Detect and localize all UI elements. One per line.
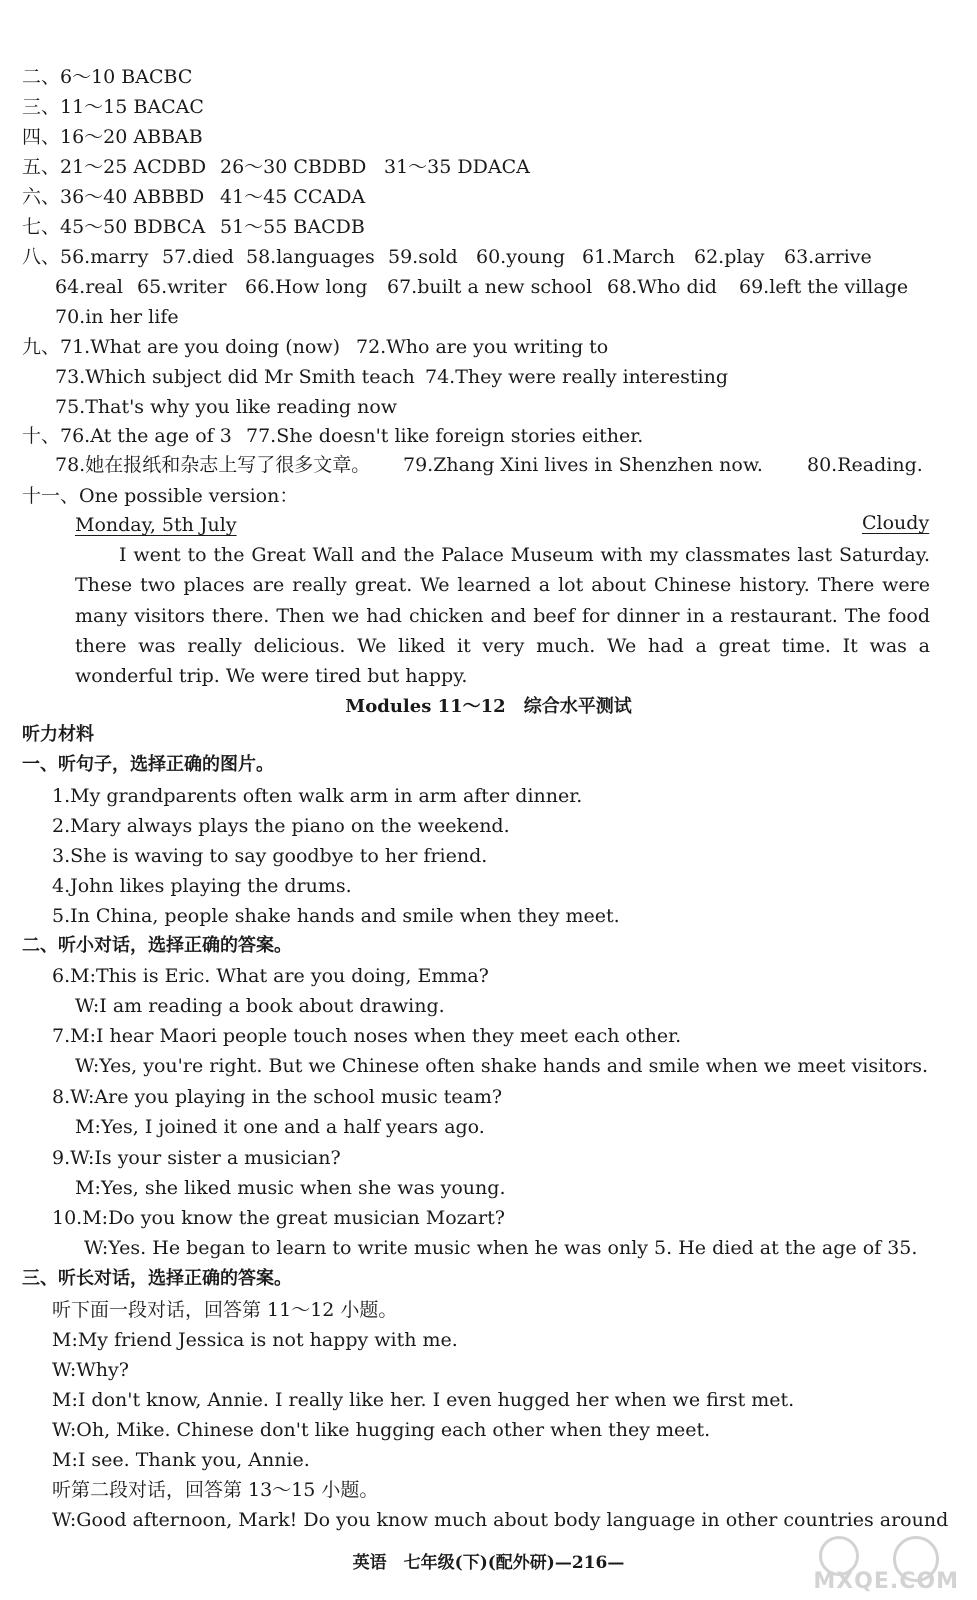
answer-item: 59.sold <box>388 246 458 268</box>
watermark-logo <box>789 1534 959 1594</box>
answer-group: 五、21～25 ACDBD <box>22 156 207 178</box>
answer-group: 31～35 DDACA <box>384 156 530 178</box>
answer-line-10: 70.in her life <box>55 306 179 328</box>
answer-group: 26～30 CBDBD <box>220 156 367 178</box>
sentence: 4.John likes playing the drums. <box>52 875 352 897</box>
dialogue-line: 8.W:Are you playing in the school music team? <box>52 1086 503 1108</box>
diary-date: Monday, 5th July <box>75 514 237 536</box>
dialogue-line: W:Oh, Mike. Chinese don't like hugging each other when they meet. <box>52 1419 711 1441</box>
answer-item: 78.她在报纸和杂志上写了很多文章。 <box>55 454 371 476</box>
answer-item: 60.young <box>476 246 566 268</box>
answer-line-13: 75.That's why you like reading now <box>55 396 398 418</box>
answer-item: 65.writer <box>137 276 227 298</box>
dialogue-intro: 听下面一段对话，回答第 11～12 小题。 <box>52 1299 398 1321</box>
sentence: 2.Mary always plays the piano on the weekend. <box>52 815 510 837</box>
answer-item: 61.March <box>582 246 675 268</box>
answer-line-3: 三、11～15 BACAC <box>22 96 204 118</box>
diary-body: I went to the Great Wall and the Palace Museum with my classmates last Saturday. These two places are really great. We learned a lot about Chinese history. There were many visitors there. Then we had chicken and beef for dinner in a restaurant. The food there was really delicious. We liked it very much. We had a great time. It was a wonderful trip. We were tired but happy. <box>75 544 930 688</box>
answer-item: 72.Who are you writing to <box>356 336 609 358</box>
answer-line-16: 十一、One possible version： <box>22 485 299 507</box>
answer-item: 73.Which subject did Mr Smith teach <box>55 366 415 388</box>
section-heading: 一、听句子，选择正确的图片。 <box>22 754 274 775</box>
sentence: 5.In China, people shake hands and smile when they meet. <box>52 905 620 927</box>
dialogue-line: 6.M:This is Eric. What are you doing, Emma? <box>52 965 489 987</box>
answer-item: 58.languages <box>246 246 375 268</box>
page-footer: 英语 七年级(下)(配外研)—216— <box>352 1553 625 1573</box>
dialogue-line: M:Yes, she liked music when she was young. <box>75 1177 506 1199</box>
answer-item: 68.Who did <box>607 276 717 298</box>
answer-item: 77.She doesn't like foreign stories either. <box>246 425 644 447</box>
dialogue-line: W:I am reading a book about drawing. <box>75 995 445 1017</box>
dialogue-line: W:Good afternoon, Mark! Do you know much about body language in other countries around <box>52 1509 949 1531</box>
answer-line-2: 二、6～10 BACBC <box>22 66 193 88</box>
dialogue-line: 9.W:Is your sister a musician? <box>52 1147 341 1169</box>
answer-item: 63.arrive <box>784 246 872 268</box>
answer-item: 八、56.marry <box>22 246 149 268</box>
dialogue-line: W:Why? <box>52 1359 129 1381</box>
answer-item: 66.How long <box>245 276 368 298</box>
answer-item: 64.real <box>55 276 123 298</box>
sentence: 1.My grandparents often walk arm in arm after dinner. <box>52 785 583 807</box>
dialogue-line: 10.M:Do you know the great musician Mozart? <box>52 1207 505 1229</box>
listening-heading: 听力材料 <box>22 724 94 745</box>
answer-item: 九、71.What are you doing (now) <box>22 336 341 358</box>
answer-item: 57.died <box>162 246 234 268</box>
diary-weather: Cloudy <box>862 512 930 534</box>
answer-item: 十、76.At the age of 3 <box>22 425 232 447</box>
dialogue-line: M:I don't know, Annie. I really like her. I even hugged her when we first met. <box>52 1389 795 1411</box>
answer-item: 79.Zhang Xini lives in Shenzhen now. <box>403 454 763 476</box>
answer-group: 41～45 CCADA <box>220 186 366 208</box>
dialogue-line: W:Yes, you're right. But we Chinese often shake hands and smile when we meet visitors. <box>75 1055 929 1077</box>
section-heading: 三、听长对话，选择正确的答案。 <box>22 1268 292 1289</box>
dialogue-line: M:Yes, I joined it one and a half years ago. <box>75 1116 485 1138</box>
sentence: 3.She is waving to say goodbye to her friend. <box>52 845 488 867</box>
dialogue-line: M:I see. Thank you, Annie. <box>52 1449 310 1471</box>
answer-item: 67.built a new school <box>387 276 593 298</box>
test-title: Modules 11～12 综合水平测试 <box>345 696 632 717</box>
answer-item: 69.left the village <box>739 276 909 298</box>
answer-group: 七、45～50 BDBCA <box>22 216 206 238</box>
dialogue-line: W:Yes. He began to learn to write music when he was only 5. He died at the age of 35. <box>84 1237 918 1259</box>
answer-line-4: 四、16～20 ABBAB <box>22 126 203 148</box>
answer-item: 62.play <box>694 246 765 268</box>
answer-group: 六、36～40 ABBBD <box>22 186 205 208</box>
section-heading: 二、听小对话，选择正确的答案。 <box>22 935 292 956</box>
watermark-text: MXQE.COM <box>813 1569 959 1594</box>
dialogue-intro: 听第二段对话，回答第 13～15 小题。 <box>52 1479 379 1501</box>
dialogue-line: 7.M:I hear Maori people touch noses when they meet each other. <box>52 1025 682 1047</box>
answer-item: 74.They were really interesting <box>425 366 728 388</box>
answer-group: 51～55 BACDB <box>220 216 365 238</box>
answer-item: 80.Reading. <box>807 454 923 476</box>
dialogue-line: M:My friend Jessica is not happy with me. <box>52 1329 458 1351</box>
